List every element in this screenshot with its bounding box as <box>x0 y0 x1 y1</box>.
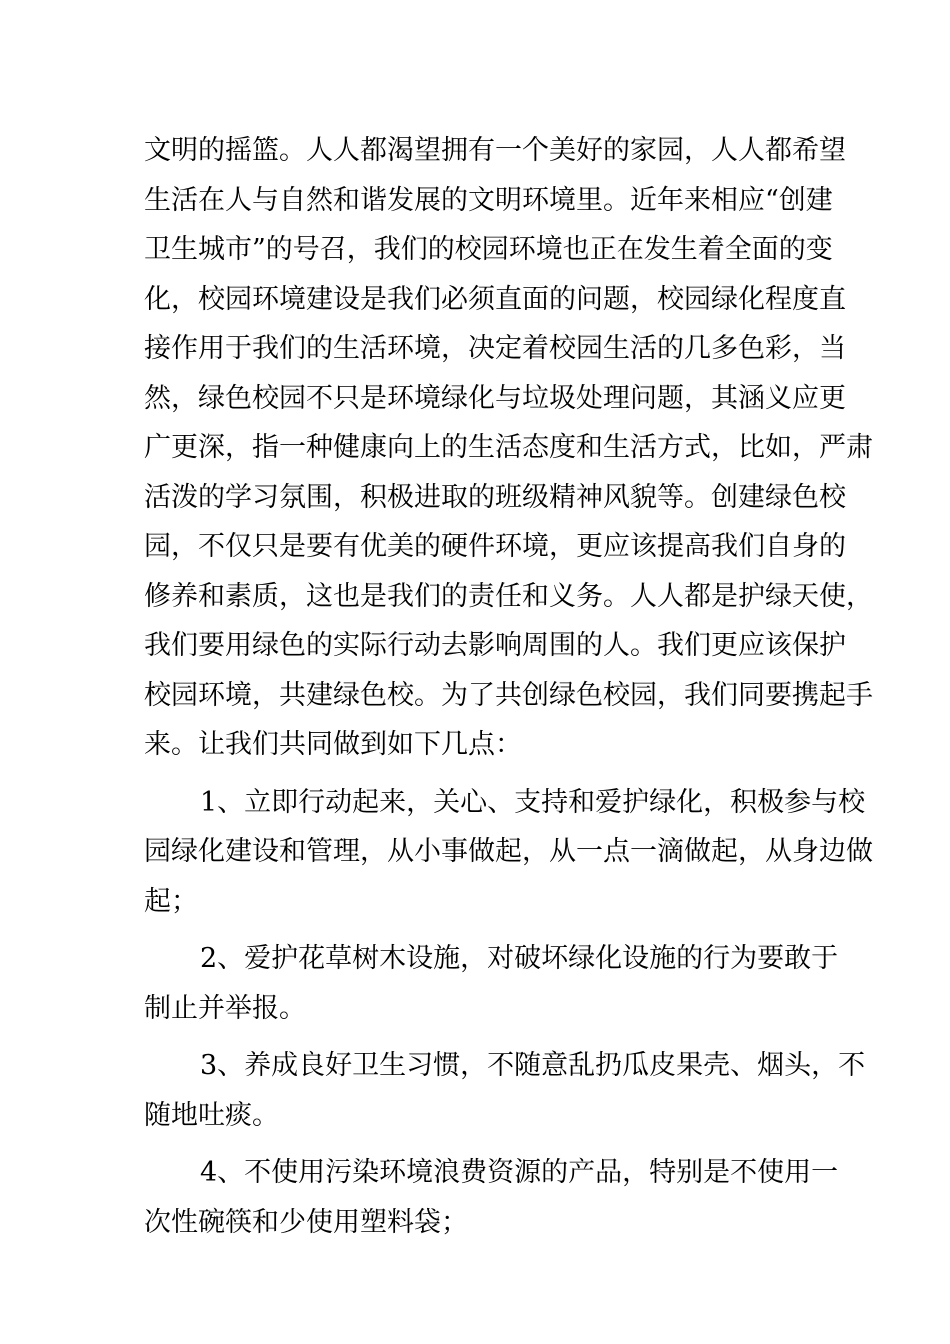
text-line: 卫生城市”的号召，我们的校园环境也正在发生着全面的变 <box>144 234 833 265</box>
text-line: 1、立即行动起来，关心、支持和爱护绿化，积极参与校 <box>200 786 866 818</box>
text-line: 制止并举报。 <box>144 992 306 1024</box>
list-item-4 <box>144 1148 839 1247</box>
text-line: 起； <box>144 885 198 917</box>
text-line: 化，校园环境建设是我们必须直面的问题，校园绿化程度直 <box>144 283 846 315</box>
list-item-3 <box>144 1041 866 1140</box>
text-line: 我们要用绿色的实际行动去影响周围的人。我们更应该保护 <box>144 630 846 661</box>
text-line: 次性碗筷和少使用塑料袋； <box>144 1206 468 1238</box>
text-line: 广更深，指一种健康向上的生活态度和生活方式，比如，严肃 <box>144 432 873 463</box>
text-line: 生活在人与自然和谐发展的文明环境里。近年来相应“创建 <box>144 184 833 216</box>
text-line: 来。让我们共同做到如下几点： <box>144 729 522 760</box>
text-line: 园绿化建设和管理，从小事做起，从一点一滴做起，从身边做 <box>144 836 873 867</box>
paragraph-intro <box>144 126 873 770</box>
paragraph-gap <box>144 1140 806 1148</box>
list-item-2 <box>144 934 839 1033</box>
document-page <box>144 126 873 1247</box>
text-line: 校园环境，共建绿色校。为了共创绿色校园，我们同要携起手 <box>144 679 873 711</box>
text-line: 然，绿色校园不只是环境绿化与垃圾处理问题，其涵义应更 <box>144 382 846 414</box>
list-item-1 <box>144 778 873 927</box>
text-line: 园，不仅只是要有优美的硬件环境，更应该提高我们自身的 <box>144 531 846 562</box>
text-line: 随地吐痰。 <box>144 1099 279 1131</box>
text-line: 3、养成良好卫生习惯，不随意乱扔瓜皮果壳、烟头，不 <box>200 1050 866 1081</box>
text-line: 活泼的学习氛围，积极进取的班级精神风貌等。创建绿色校 <box>144 481 846 513</box>
paragraph-gap <box>144 1033 806 1041</box>
text-line: 修养和素质，这也是我们的责任和义务。人人都是护绿天使， <box>144 580 873 612</box>
paragraph-gap <box>144 770 806 778</box>
text-line: 2、爱护花草树木设施，对破坏绿化设施的行为要敢于 <box>200 943 839 974</box>
text-line: 4、不使用污染环境浪费资源的产品，特别是不使用一 <box>200 1157 839 1188</box>
text-line: 文明的摇篮。人人都渴望拥有一个美好的家园，人人都希望 <box>144 135 846 166</box>
text-line: 接作用于我们的生活环境，决定着校园生活的几多色彩，当 <box>144 333 846 364</box>
paragraph-gap <box>144 926 806 934</box>
